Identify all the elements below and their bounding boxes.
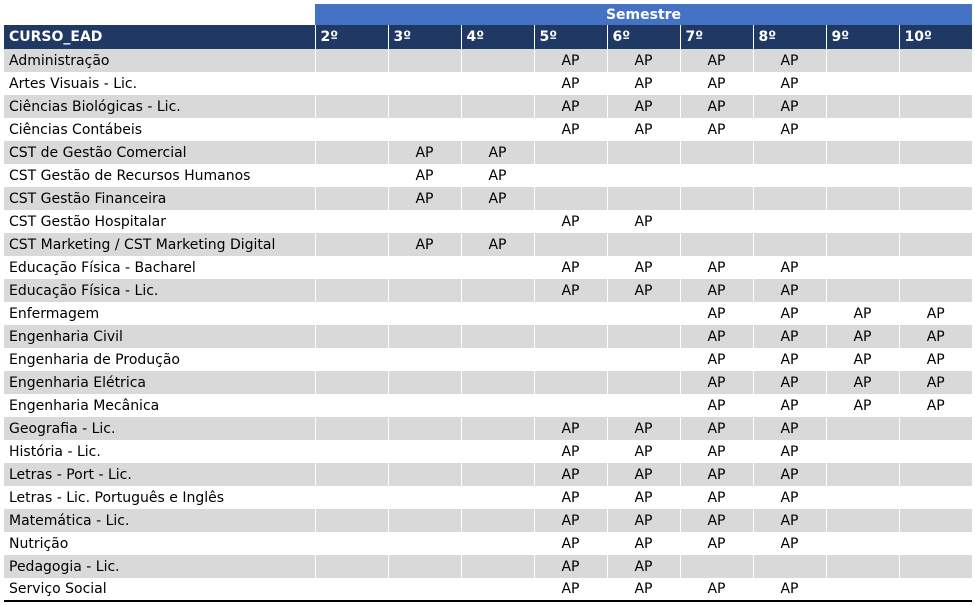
semester-cell[interactable]: AP xyxy=(388,141,461,164)
course-name-cell[interactable]: Pedagogia - Lic. xyxy=(4,555,315,578)
semester-cell[interactable] xyxy=(315,49,388,72)
semester-cell[interactable] xyxy=(388,555,461,578)
semester-cell[interactable] xyxy=(461,325,534,348)
semester-cell[interactable] xyxy=(899,555,972,578)
table-row xyxy=(4,49,972,72)
semester-cell[interactable] xyxy=(461,440,534,463)
semester-cell[interactable]: AP xyxy=(899,394,972,417)
table-row xyxy=(4,141,972,164)
course-name-cell[interactable]: Letras - Lic. Português e Inglês xyxy=(4,486,315,509)
course-name-cell[interactable]: CST de Gestão Comercial xyxy=(4,141,315,164)
semester-cell[interactable]: AP xyxy=(753,394,826,417)
semester-cell[interactable] xyxy=(826,164,899,187)
course-name-cell[interactable]: Ciências Contábeis xyxy=(4,118,315,141)
semester-cell[interactable] xyxy=(315,210,388,233)
semester-cell[interactable] xyxy=(899,95,972,118)
semester-cell[interactable] xyxy=(388,371,461,394)
semester-cell[interactable] xyxy=(680,555,753,578)
semester-cell[interactable]: AP xyxy=(753,95,826,118)
semester-cell[interactable]: AP xyxy=(680,509,753,532)
course-name-cell[interactable]: Administração xyxy=(4,49,315,72)
semester-cell[interactable] xyxy=(534,141,607,164)
semester-cell[interactable]: AP xyxy=(388,164,461,187)
semester-cell[interactable]: AP xyxy=(680,348,753,371)
column-header-row xyxy=(4,25,972,49)
semester-cell[interactable] xyxy=(899,417,972,440)
semester-cell[interactable]: AP xyxy=(753,72,826,95)
table-row xyxy=(4,233,972,256)
semester-cell[interactable]: AP xyxy=(607,118,680,141)
course-name-cell[interactable]: Letras - Port - Lic. xyxy=(4,463,315,486)
semester-cell[interactable] xyxy=(315,348,388,371)
semester-cell[interactable] xyxy=(826,95,899,118)
table-row xyxy=(4,417,972,440)
semester-cell[interactable] xyxy=(753,210,826,233)
semester-cell[interactable]: AP xyxy=(826,325,899,348)
semester-cell[interactable] xyxy=(826,532,899,555)
semester-cell[interactable] xyxy=(899,49,972,72)
semester-cell[interactable] xyxy=(388,486,461,509)
semester-cell[interactable]: AP xyxy=(753,417,826,440)
semester-cell[interactable] xyxy=(388,279,461,302)
semester-cell[interactable]: AP xyxy=(753,463,826,486)
semester-cell[interactable] xyxy=(315,394,388,417)
semester-cell[interactable] xyxy=(388,394,461,417)
semester-cell[interactable] xyxy=(899,578,972,601)
semester-cell[interactable] xyxy=(534,325,607,348)
semester-column-header[interactable]: 6º xyxy=(607,25,680,49)
semester-cell[interactable]: AP xyxy=(899,302,972,325)
semester-cell[interactable]: AP xyxy=(753,49,826,72)
semester-cell[interactable] xyxy=(826,233,899,256)
semester-cell[interactable]: AP xyxy=(461,164,534,187)
semester-cell[interactable] xyxy=(315,578,388,601)
semester-cell[interactable] xyxy=(461,95,534,118)
semester-cell[interactable]: AP xyxy=(753,348,826,371)
semester-cell[interactable] xyxy=(899,279,972,302)
semester-cell[interactable]: AP xyxy=(753,302,826,325)
semester-cell[interactable] xyxy=(680,233,753,256)
semester-cell[interactable] xyxy=(753,233,826,256)
semester-cell[interactable]: AP xyxy=(680,279,753,302)
semester-cell[interactable] xyxy=(899,118,972,141)
semester-cell[interactable]: AP xyxy=(753,118,826,141)
semester-cell[interactable] xyxy=(461,302,534,325)
semester-cell[interactable]: AP xyxy=(680,95,753,118)
semester-cell[interactable] xyxy=(315,164,388,187)
table-row xyxy=(4,394,972,417)
semester-cell[interactable] xyxy=(461,555,534,578)
semester-cell[interactable] xyxy=(753,555,826,578)
table-row xyxy=(4,187,972,210)
semester-cell[interactable] xyxy=(753,141,826,164)
semester-group-header: Semestre xyxy=(315,4,972,25)
semester-cell[interactable] xyxy=(607,348,680,371)
semester-cell[interactable] xyxy=(607,325,680,348)
semester-cell[interactable] xyxy=(899,532,972,555)
semester-cell[interactable]: AP xyxy=(607,72,680,95)
semester-cell[interactable] xyxy=(461,348,534,371)
semester-cell[interactable] xyxy=(826,509,899,532)
course-name-cell[interactable]: Geografia - Lic. xyxy=(4,417,315,440)
table-row xyxy=(4,72,972,95)
table-row xyxy=(4,463,972,486)
semester-cell[interactable]: AP xyxy=(534,463,607,486)
semester-cell[interactable]: AP xyxy=(899,371,972,394)
semester-cell[interactable] xyxy=(388,49,461,72)
semester-cell[interactable] xyxy=(899,463,972,486)
semester-cell[interactable]: AP xyxy=(607,463,680,486)
semester-cell[interactable] xyxy=(461,532,534,555)
course-name-cell[interactable]: CST Gestão Financeira xyxy=(4,187,315,210)
semester-cell[interactable]: AP xyxy=(607,417,680,440)
semester-cell[interactable]: AP xyxy=(680,532,753,555)
semester-cell[interactable] xyxy=(899,256,972,279)
semester-cell[interactable]: AP xyxy=(534,72,607,95)
semester-cell[interactable] xyxy=(826,578,899,601)
semester-column-header[interactable]: 4º xyxy=(461,25,534,49)
semester-cell[interactable] xyxy=(826,463,899,486)
course-semester-table-container xyxy=(4,4,972,602)
semester-cell[interactable] xyxy=(607,302,680,325)
semester-cell[interactable] xyxy=(388,532,461,555)
semester-group-spacer xyxy=(4,4,315,25)
course-name-cell[interactable]: CST Marketing / CST Marketing Digital xyxy=(4,233,315,256)
semester-cell[interactable] xyxy=(388,325,461,348)
semester-cell[interactable] xyxy=(607,164,680,187)
course-name-cell[interactable]: Matemática - Lic. xyxy=(4,509,315,532)
table-row xyxy=(4,555,972,578)
semester-cell[interactable] xyxy=(315,95,388,118)
semester-cell[interactable] xyxy=(826,555,899,578)
course-name-cell[interactable]: Engenharia Civil xyxy=(4,325,315,348)
semester-column-header[interactable]: 9º xyxy=(826,25,899,49)
semester-cell[interactable] xyxy=(388,72,461,95)
course-name-cell[interactable]: História - Lic. xyxy=(4,440,315,463)
semester-cell[interactable]: AP xyxy=(534,509,607,532)
semester-cell[interactable] xyxy=(388,417,461,440)
semester-cell[interactable]: AP xyxy=(826,302,899,325)
semester-cell[interactable]: AP xyxy=(534,578,607,601)
semester-cell[interactable] xyxy=(899,72,972,95)
semester-cell[interactable] xyxy=(315,187,388,210)
course-name-cell[interactable]: CST Gestão de Recursos Humanos xyxy=(4,164,315,187)
semester-cell[interactable]: AP xyxy=(607,578,680,601)
semester-cell[interactable]: AP xyxy=(607,555,680,578)
semester-cell[interactable] xyxy=(315,233,388,256)
course-name-cell[interactable]: Serviço Social xyxy=(4,578,315,601)
course-name-cell[interactable]: Engenharia Mecânica xyxy=(4,394,315,417)
semester-cell[interactable]: AP xyxy=(753,486,826,509)
semester-cell[interactable] xyxy=(388,118,461,141)
semester-cell[interactable]: AP xyxy=(534,532,607,555)
semester-cell[interactable]: AP xyxy=(534,210,607,233)
semester-cell[interactable] xyxy=(534,348,607,371)
semester-cell[interactable] xyxy=(461,486,534,509)
semester-cell[interactable] xyxy=(680,164,753,187)
semester-cell[interactable]: AP xyxy=(680,72,753,95)
semester-cell[interactable]: AP xyxy=(680,486,753,509)
table-row xyxy=(4,118,972,141)
table-row xyxy=(4,348,972,371)
semester-cell[interactable] xyxy=(826,486,899,509)
semester-cell[interactable]: AP xyxy=(388,233,461,256)
table-row xyxy=(4,256,972,279)
semester-cell[interactable]: AP xyxy=(680,440,753,463)
semester-cell[interactable] xyxy=(826,141,899,164)
semester-cell[interactable] xyxy=(461,578,534,601)
semester-cell[interactable] xyxy=(899,164,972,187)
semester-cell[interactable] xyxy=(461,118,534,141)
semester-cell[interactable] xyxy=(461,371,534,394)
course-name-cell[interactable]: Engenharia de Produção xyxy=(4,348,315,371)
semester-cell[interactable]: AP xyxy=(680,325,753,348)
semester-cell[interactable]: AP xyxy=(680,417,753,440)
semester-column-header[interactable]: 2º xyxy=(315,25,388,49)
table-row xyxy=(4,302,972,325)
semester-cell[interactable]: AP xyxy=(534,95,607,118)
semester-cell[interactable] xyxy=(899,233,972,256)
semester-cell[interactable] xyxy=(607,394,680,417)
table-row xyxy=(4,210,972,233)
course-name-cell[interactable]: Nutrição xyxy=(4,532,315,555)
semester-cell[interactable]: AP xyxy=(680,256,753,279)
semester-cell[interactable] xyxy=(826,210,899,233)
semester-column-header[interactable]: 8º xyxy=(753,25,826,49)
course-name-cell[interactable]: Artes Visuais - Lic. xyxy=(4,72,315,95)
table-row xyxy=(4,578,972,601)
semester-cell[interactable]: AP xyxy=(607,95,680,118)
table-row xyxy=(4,325,972,348)
course-name-cell[interactable]: Educação Física - Lic. xyxy=(4,279,315,302)
semester-group-row xyxy=(4,4,972,25)
semester-cell[interactable]: AP xyxy=(680,394,753,417)
course-rows xyxy=(4,49,972,601)
semester-cell[interactable]: AP xyxy=(753,256,826,279)
semester-cell[interactable] xyxy=(315,509,388,532)
semester-cell[interactable] xyxy=(826,49,899,72)
semester-cell[interactable]: AP xyxy=(607,279,680,302)
semester-cell[interactable] xyxy=(315,371,388,394)
semester-cell[interactable]: AP xyxy=(607,440,680,463)
semester-column-header[interactable]: 7º xyxy=(680,25,753,49)
semester-cell[interactable]: AP xyxy=(607,509,680,532)
semester-cell[interactable]: AP xyxy=(461,233,534,256)
semester-cell[interactable]: AP xyxy=(899,348,972,371)
course-semester-table xyxy=(4,4,972,602)
course-name-cell[interactable]: Educação Física - Bacharel xyxy=(4,256,315,279)
semester-cell[interactable] xyxy=(461,49,534,72)
semester-cell[interactable] xyxy=(826,72,899,95)
semester-cell[interactable]: AP xyxy=(826,371,899,394)
semester-cell[interactable] xyxy=(388,210,461,233)
semester-cell[interactable]: AP xyxy=(826,394,899,417)
semester-cell[interactable] xyxy=(315,72,388,95)
course-name-cell[interactable]: Ciências Biológicas - Lic. xyxy=(4,95,315,118)
semester-cell[interactable]: AP xyxy=(753,509,826,532)
semester-cell[interactable] xyxy=(680,187,753,210)
semester-cell[interactable] xyxy=(680,210,753,233)
semester-cell[interactable] xyxy=(315,118,388,141)
table-row xyxy=(4,164,972,187)
semester-cell[interactable] xyxy=(461,72,534,95)
table-row xyxy=(4,532,972,555)
semester-cell[interactable]: AP xyxy=(534,279,607,302)
semester-cell[interactable] xyxy=(388,95,461,118)
semester-cell[interactable]: AP xyxy=(461,141,534,164)
table-row xyxy=(4,486,972,509)
semester-cell[interactable]: AP xyxy=(680,463,753,486)
semester-cell[interactable] xyxy=(826,440,899,463)
semester-cell[interactable]: AP xyxy=(753,440,826,463)
semester-cell[interactable] xyxy=(461,463,534,486)
semester-cell[interactable] xyxy=(826,279,899,302)
course-column-header[interactable]: CURSO_EAD xyxy=(4,25,315,49)
semester-cell[interactable] xyxy=(607,233,680,256)
semester-cell[interactable]: AP xyxy=(534,118,607,141)
semester-cell[interactable]: AP xyxy=(388,187,461,210)
semester-cell[interactable] xyxy=(461,394,534,417)
table-row xyxy=(4,371,972,394)
semester-cell[interactable] xyxy=(534,164,607,187)
semester-cell[interactable] xyxy=(388,302,461,325)
semester-cell[interactable]: AP xyxy=(461,187,534,210)
semester-cell[interactable] xyxy=(315,555,388,578)
semester-cell[interactable] xyxy=(315,302,388,325)
semester-cell[interactable] xyxy=(461,256,534,279)
semester-cell[interactable]: AP xyxy=(607,210,680,233)
semester-cell[interactable]: AP xyxy=(753,325,826,348)
semester-cell[interactable] xyxy=(315,463,388,486)
semester-cell[interactable] xyxy=(388,463,461,486)
semester-cell[interactable]: AP xyxy=(680,49,753,72)
semester-cell[interactable] xyxy=(753,187,826,210)
semester-cell[interactable] xyxy=(315,325,388,348)
semester-column-header[interactable]: 5º xyxy=(534,25,607,49)
semester-cell[interactable] xyxy=(315,279,388,302)
semester-cell[interactable] xyxy=(607,187,680,210)
semester-cell[interactable] xyxy=(315,532,388,555)
semester-cell[interactable]: AP xyxy=(680,578,753,601)
semester-cell[interactable]: AP xyxy=(534,256,607,279)
semester-column-header[interactable]: 3º xyxy=(388,25,461,49)
semester-cell[interactable]: AP xyxy=(534,440,607,463)
semester-cell[interactable]: AP xyxy=(680,302,753,325)
semester-cell[interactable] xyxy=(315,417,388,440)
semester-cell[interactable] xyxy=(315,141,388,164)
table-row xyxy=(4,440,972,463)
semester-cell[interactable]: AP xyxy=(753,578,826,601)
semester-cell[interactable] xyxy=(534,371,607,394)
table-row xyxy=(4,95,972,118)
semester-cell[interactable] xyxy=(315,440,388,463)
semester-cell[interactable] xyxy=(388,509,461,532)
semester-column-header[interactable]: 10º xyxy=(899,25,972,49)
semester-cell[interactable]: AP xyxy=(680,371,753,394)
semester-cell[interactable] xyxy=(388,578,461,601)
semester-cell[interactable] xyxy=(388,440,461,463)
table-row xyxy=(4,509,972,532)
semester-cell[interactable]: AP xyxy=(534,49,607,72)
semester-cell[interactable] xyxy=(899,440,972,463)
semester-cell[interactable] xyxy=(388,256,461,279)
semester-cell[interactable] xyxy=(461,417,534,440)
semester-cell[interactable] xyxy=(680,141,753,164)
semester-cell[interactable]: AP xyxy=(899,325,972,348)
semester-cell[interactable]: AP xyxy=(607,49,680,72)
semester-cell[interactable]: AP xyxy=(826,348,899,371)
semester-cell[interactable] xyxy=(899,210,972,233)
table-row xyxy=(4,279,972,302)
semester-cell[interactable] xyxy=(826,187,899,210)
semester-cell[interactable] xyxy=(899,187,972,210)
semester-cell[interactable] xyxy=(534,394,607,417)
semester-cell[interactable]: AP xyxy=(753,371,826,394)
semester-cell[interactable]: AP xyxy=(534,486,607,509)
semester-cell[interactable]: AP xyxy=(607,532,680,555)
semester-cell[interactable]: AP xyxy=(534,555,607,578)
semester-cell[interactable] xyxy=(607,371,680,394)
semester-cell[interactable] xyxy=(534,187,607,210)
semester-cell[interactable] xyxy=(461,210,534,233)
semester-cell[interactable]: AP xyxy=(753,532,826,555)
semester-cell[interactable] xyxy=(607,141,680,164)
course-name-cell[interactable]: Engenharia Elétrica xyxy=(4,371,315,394)
semester-cell[interactable] xyxy=(315,256,388,279)
semester-cell[interactable] xyxy=(753,164,826,187)
semester-cell[interactable] xyxy=(826,118,899,141)
semester-cell[interactable]: AP xyxy=(607,486,680,509)
semester-cell[interactable] xyxy=(534,233,607,256)
semester-cell[interactable] xyxy=(388,348,461,371)
semester-cell[interactable]: AP xyxy=(534,417,607,440)
semester-cell[interactable]: AP xyxy=(753,279,826,302)
semester-cell[interactable]: AP xyxy=(680,118,753,141)
semester-cell[interactable] xyxy=(899,509,972,532)
semester-cell[interactable] xyxy=(899,486,972,509)
semester-cell[interactable] xyxy=(461,509,534,532)
semester-cell[interactable] xyxy=(534,302,607,325)
semester-cell[interactable] xyxy=(461,279,534,302)
semester-cell[interactable] xyxy=(826,256,899,279)
semester-cell[interactable]: AP xyxy=(607,256,680,279)
course-name-cell[interactable]: CST Gestão Hospitalar xyxy=(4,210,315,233)
semester-cell[interactable] xyxy=(899,141,972,164)
semester-cell[interactable] xyxy=(826,417,899,440)
semester-cell[interactable] xyxy=(315,486,388,509)
course-name-cell[interactable]: Enfermagem xyxy=(4,302,315,325)
